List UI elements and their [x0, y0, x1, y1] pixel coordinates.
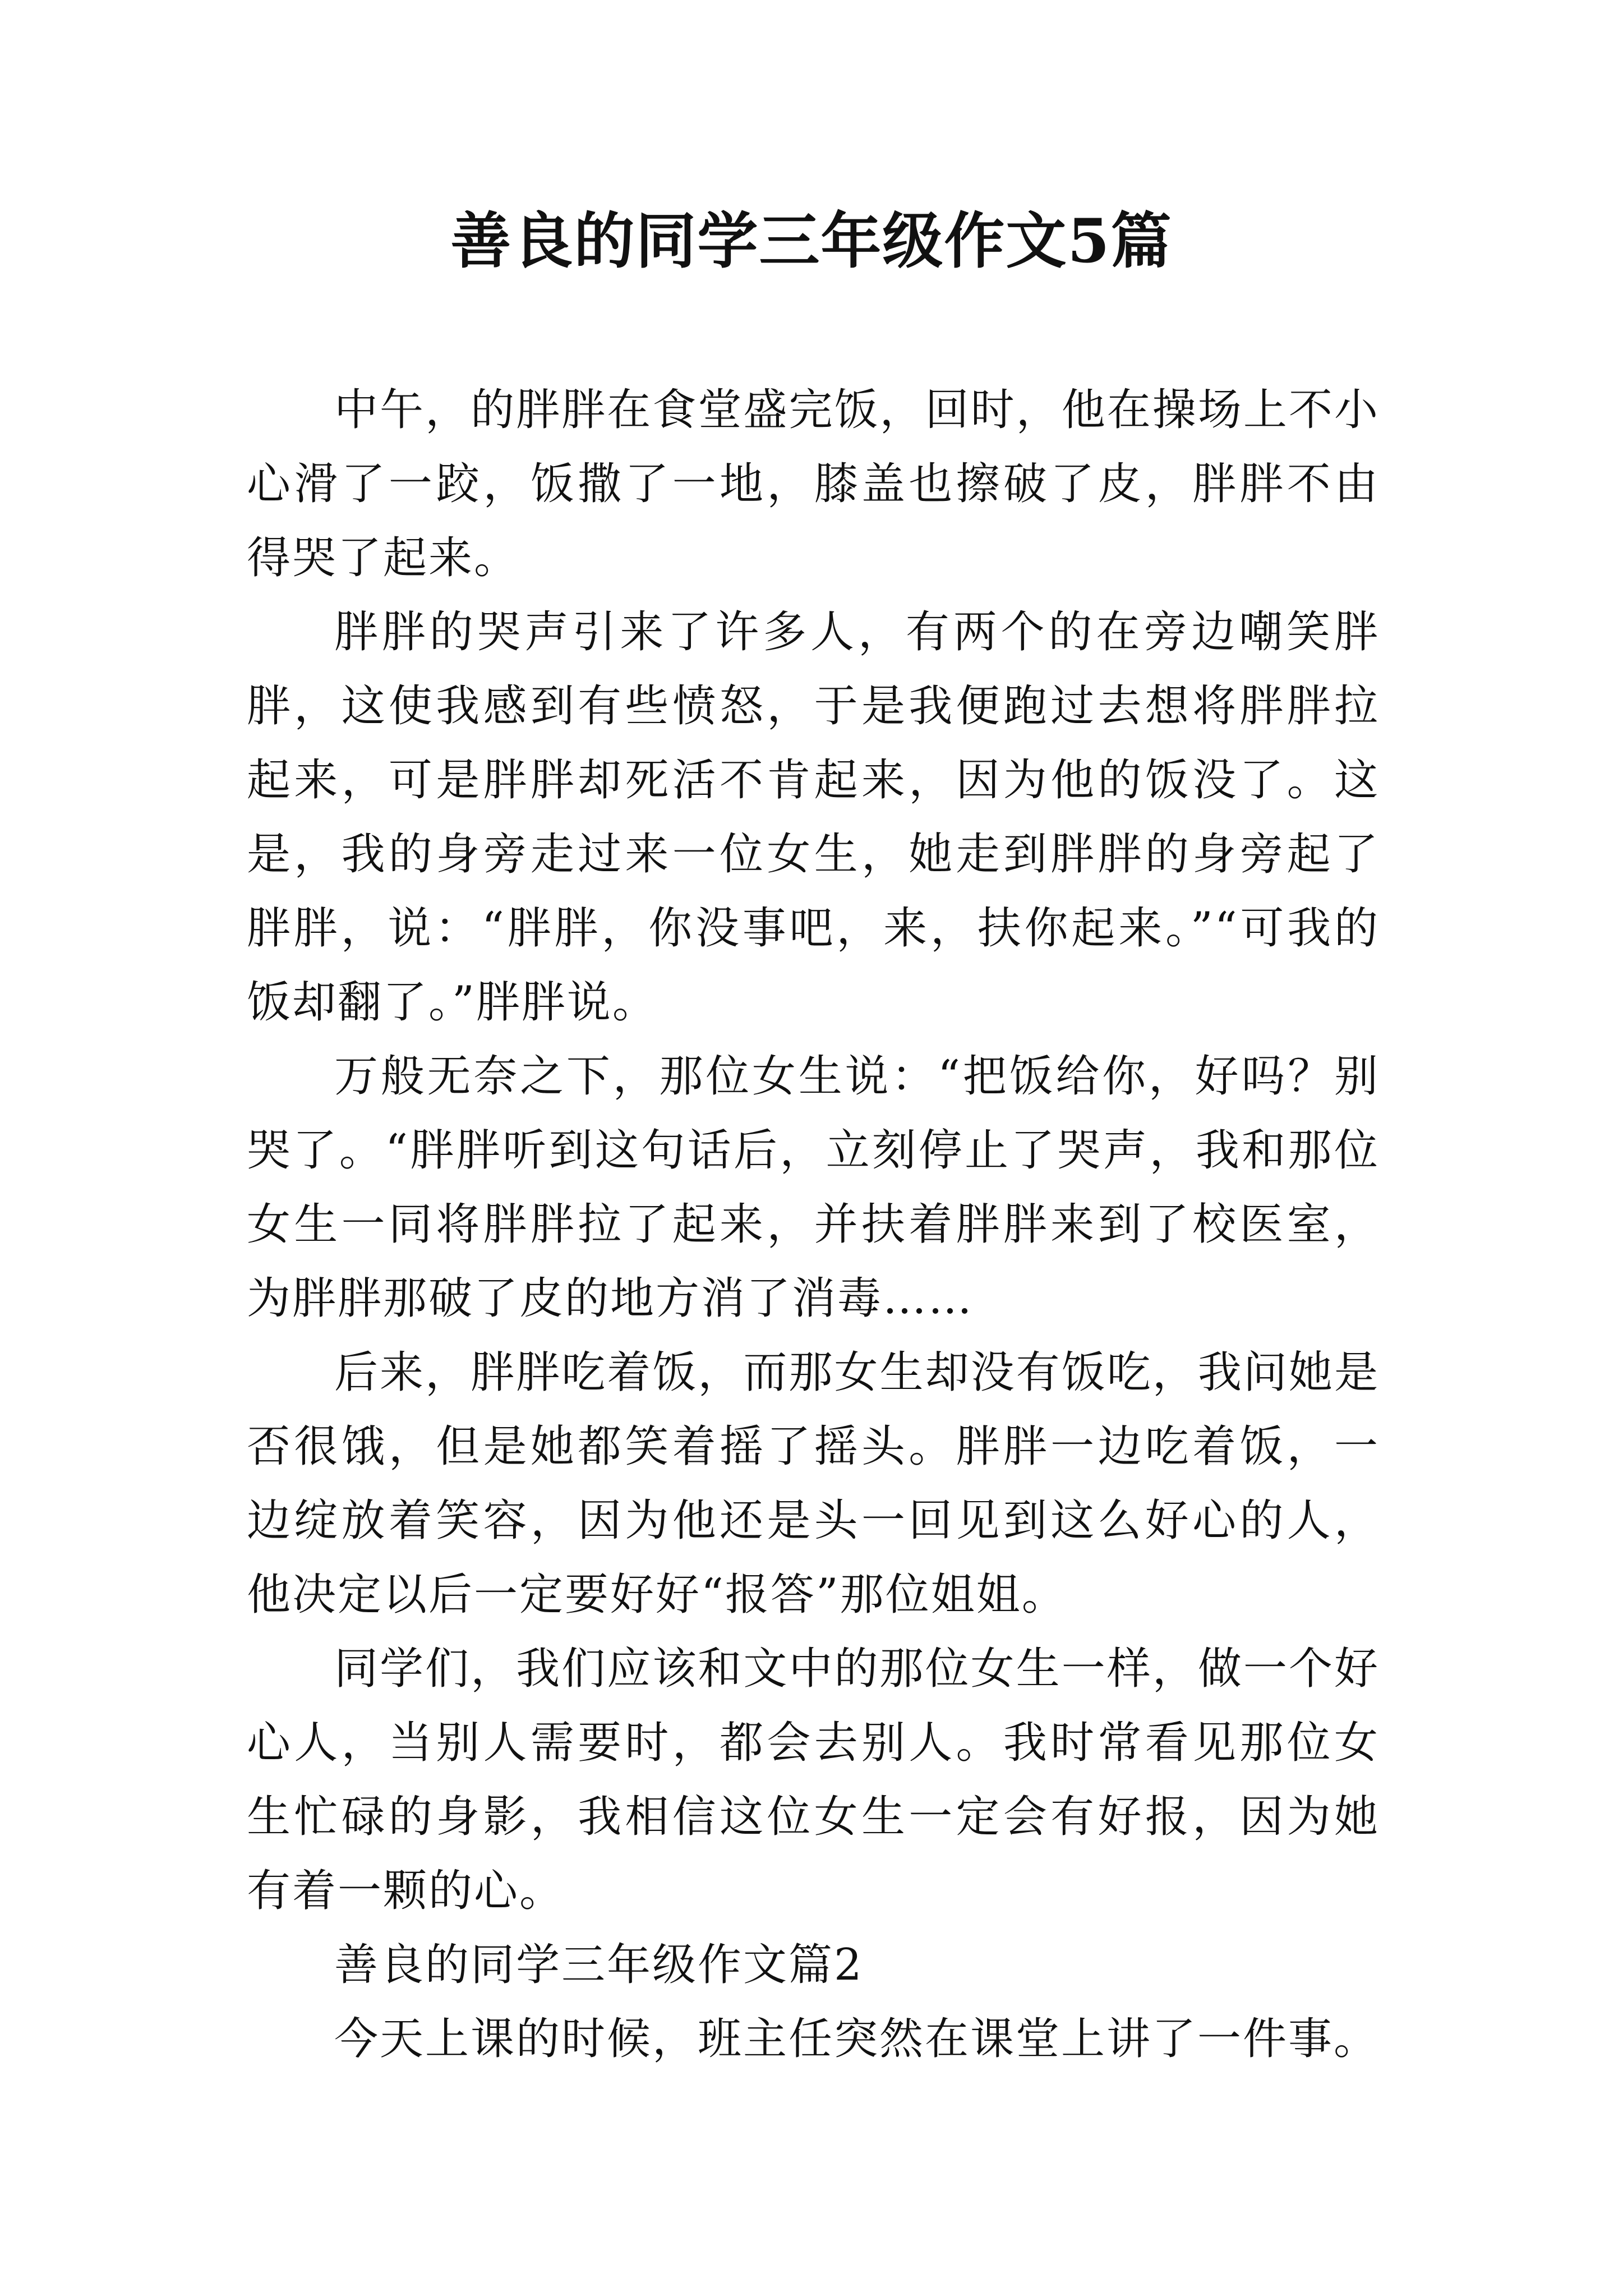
paragraph-5: 同学们，我们应该和文中的那位女生一样，做一个好心人，当别人需要时，都会去别人。我时常看见那位女生忙碌的身影，我相信这位女生一定会有好报，因为她有着一颗的心。 [247, 1644, 1380, 1916]
paragraph-4: 后来，胖胖吃着饭，而那女生却没有饭吃，我问她是否很饿，但是她都笑着摇了摇头。胖胖一边吃着饭，一边绽放着笑容，因为他还是头一回见到这么好心的人，他决定以后一定要好好“报答”那位姐姐。 [247, 1347, 1380, 1620]
section-heading-2: 善良的同学三年级作文篇2 [334, 1940, 864, 1990]
paragraph-1: 中午，的胖胖在食堂盛完饭，回时，他在操场上不小心滑了一跤，饭撒了一地，膝盖也擦破了皮，胖胖不由得哭了起来。 [247, 385, 1380, 583]
paragraph-2: 胖胖的哭声引来了许多人，有两个的在旁边嘲笑胖胖，这使我感到有些愤怒，于是我便跑过去想将胖胖拉起来，可是胖胖却死活不肯起来，因为他的饭没了。这是，我的身旁走过来一位女生，她走到胖胖的身旁起了胖胖，说：“胖胖，你没事吧，来，扶你起来。”“可我的饭却翻了。”胖胖说。 [247, 607, 1380, 1028]
paragraph-3: 万般无奈之下，那位女生说：“把饭给你，好吗？别哭了。“胖胖听到这句话后，立刻停止了哭声，我和那位女生一同将胖胖拉了起来，并扶着胖胖来到了校医室，为胖胖那破了皮的地方消了消毒…… [247, 1051, 1380, 1324]
paragraph-6: 今天上课的时候，班主任突然在课堂上讲了一件事。 [334, 2014, 1380, 2064]
document-title: 善良的同学三年级作文5篇 [450, 206, 1173, 277]
document-body [247, 373, 1380, 2076]
